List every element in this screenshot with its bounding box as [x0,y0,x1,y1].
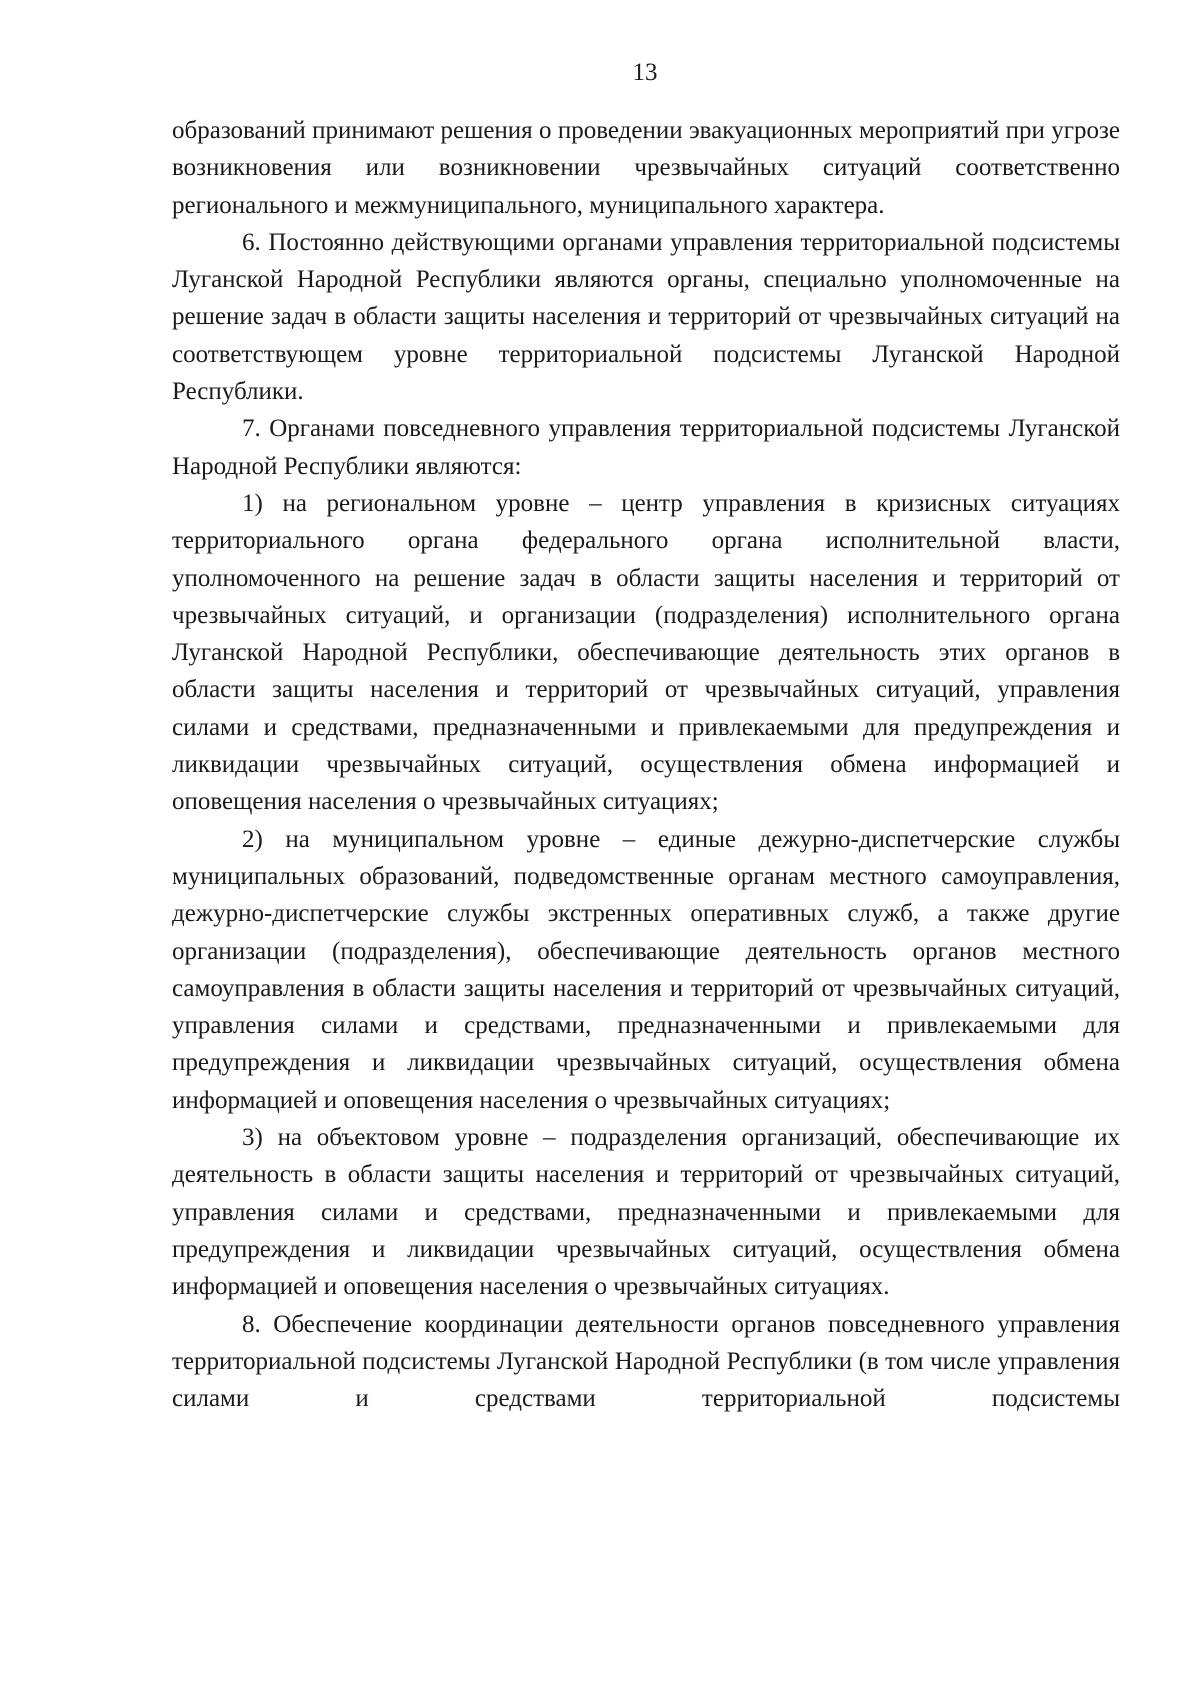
subparagraph-2: 2) на муниципальном уровне – единые дежурно-диспетчерские службы муниципальных образований, подведомственные органам местного самоуправления, дежурно-диспетчерские службы экстренных оперативных служб, а также другие организации (подразделения), обеспечивающие деятельность органов местного самоуправления в области защиты населения и территорий от чрезвычайных ситуаций, управления силами и средствами, предназначенными и привлекаемыми для предупреждения и ликвидации чрезвычайных ситуаций, осуществления обмена информацией и оповещения населения о чрезвычайных ситуациях; [172,825,1120,1114]
document-body [172,112,1120,1417]
page-number: 13 [632,59,658,86]
paragraph-item-6: 6. Постоянно действующими органами управления территориальной подсистемы Луганской Народной Республики являются органы, специально уполномоченные на решение задач в области защиты населения и территорий от чрезвычайных ситуаций на соответствующем уровне территориальной подсистемы Луганской Народной Республики. [172,228,1120,406]
paragraph-item-7: 7. Органами повседневного управления территориальной подсистемы Луганской Народной Республики являются: [172,415,1120,480]
paragraph-item-8: 8. Обеспечение координации деятельности органов повседневного управления территориальной подсистемы Луганской Народной Республики (в том числе управления силами и средствами территориальной подсистемы [172,1310,1120,1413]
subparagraph-1: 1) на региональном уровне – центр управления в кризисных ситуациях территориального органа федерального органа исполнительной власти, уполномоченного на решение задач в области защиты населения и территорий от чрезвычайных ситуаций, и организации (подразделения) исполнительного органа Луганской Народной Республики, обеспечивающие деятельность этих органов в области защиты населения и территорий от чрезвычайных ситуаций, управления силами и средствами, предназначенными и привлекаемыми для предупреждения и ликвидации чрезвычайных ситуаций, осуществления обмена информацией и оповещения населения о чрезвычайных ситуациях; [172,489,1120,816]
subparagraph-3: 3) на объектовом уровне – подразделения организаций, обеспечивающие их деятельность в области защиты населения и территорий от чрезвычайных ситуаций, управления силами и средствами, предназначенными и привлекаемыми для предупреждения и ликвидации чрезвычайных ситуаций, осуществления обмена информацией и оповещения населения о чрезвычайных ситуациях. [172,1124,1120,1301]
paragraph-continuation: образований принимают решения о проведении эвакуационных мероприятий при угрозе возникновения или возникновении чрезвычайных ситуаций соответственно регионального и межмуниципального, муниципального характера. [172,117,1120,219]
